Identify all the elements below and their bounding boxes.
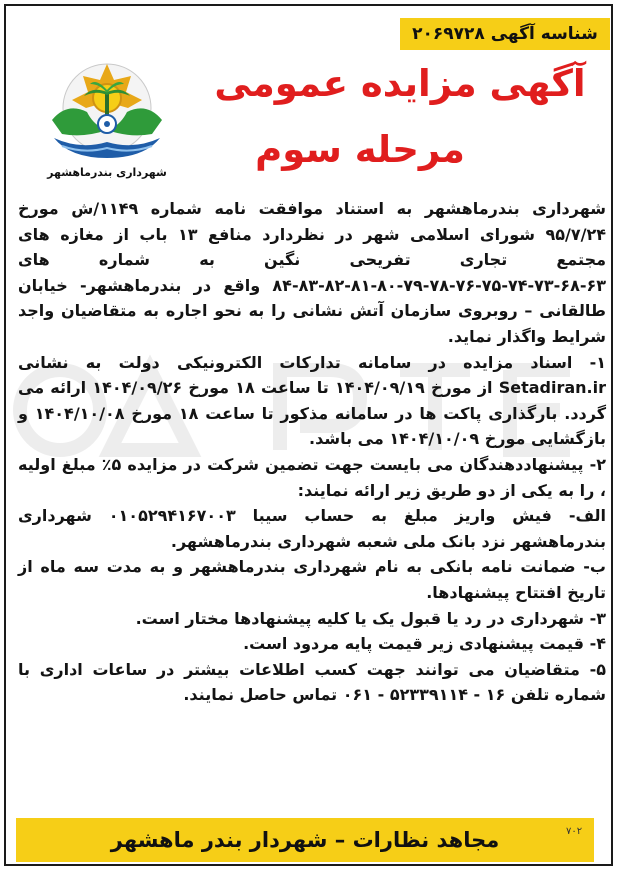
notice-id: شناسه آگهی ۲۰۶۹۷۲۸	[412, 24, 598, 44]
ad-item-2a: الف- فیش واریز مبلغ به حساب سیبا ۰۱۰۵۲۹۴۱۶۷۰۰۳ شهرداری بندرماهشهر نزد بانک ملی شعبه شهرداری بندرماهشهر.	[18, 506, 607, 551]
signature-text: مجاهد نظارات – شهردار بندر ماهشهر	[110, 828, 500, 852]
ad-item-3: ۳- شهرداری در رد یا قبول یک یا کلیه پیشنهادها مختار است.	[135, 608, 606, 628]
ad-item-1: ۱- اسناد مزایده در سامانه تدارکات الکترونیکی دولت به نشانی Setadiran.ir از مورخ ۱۴۰۴/۰۹/۱۹ تا ساعت ۱۸ مورخ ۱۴۰۴/۰۹/۲۶ ارائه می گردد. بارگذاری پاکت ها در سامانه مذکور تا ساعت ۱۸ مورخ ۱۴۰۴/۱۰/۰۸ و بازگشایی مورخ ۱۴۰۴/۱۰/۰۹ می باشد.	[18, 352, 606, 449]
ad-title: آگهی مزایده عمومی	[214, 62, 586, 105]
ad-intro-paragraph: شهرداری بندرماهشهر به استناد موافقت نامه شماره ۱۱۴۹/ش مورخ ۹۵/۷/۲۴ شورای اسلامی شهر در نظردارد منافع ۱۳ باب از مغازه های مجتمع تجاری تفریحی نگین به شماره های ۶۳-۶۸-۷۳-۷۴-۷۵-۷۶-۷۸-۷۹-۸۰-۸۱-۸۲-۸۳-۸۴ واقع در بندرماهشهر- خیابان طالقانی – روبروی سازمان آتش نشانی را به نحو اجاره به متقاضیان واجد شرایط واگذار نماید.	[18, 199, 607, 346]
ad-subtitle: مرحله سوم	[255, 128, 465, 171]
ad-item-2: ۲- پیشنهاددهندگان می بایست جهت تضمین شرکت در مزایده ۵٪ مبلغ اولیه ، را به یکی از دو طریق زیر ارائه نمایند:	[18, 454, 606, 500]
ad-body	[18, 196, 606, 708]
ad-item-4: ۴- قیمت پیشنهادی زیر قیمت پایه مردود است.	[243, 634, 606, 654]
notice-id-bar	[400, 18, 610, 50]
signature-bar	[16, 818, 594, 862]
page-code: ۷۰۲	[566, 826, 583, 837]
ad-item-2b: ب- ضمانت نامه بانکی به نام شهرداری بندرماهشهر و به مدت سه ماه از تاریخ افتتاح پیشنهادها.	[18, 557, 606, 602]
ad-item-5: ۵- متقاضیان می توانند جهت کسب اطلاعات بیشتر در ساعات اداری با شماره تلفن ۱۶ - ۵۲۳۳۹۱۱۴ - ۰۶۱ تماس حاصل نمایند.	[18, 659, 606, 705]
logo-caption: شهرداری بندرماهشهر	[47, 166, 167, 179]
